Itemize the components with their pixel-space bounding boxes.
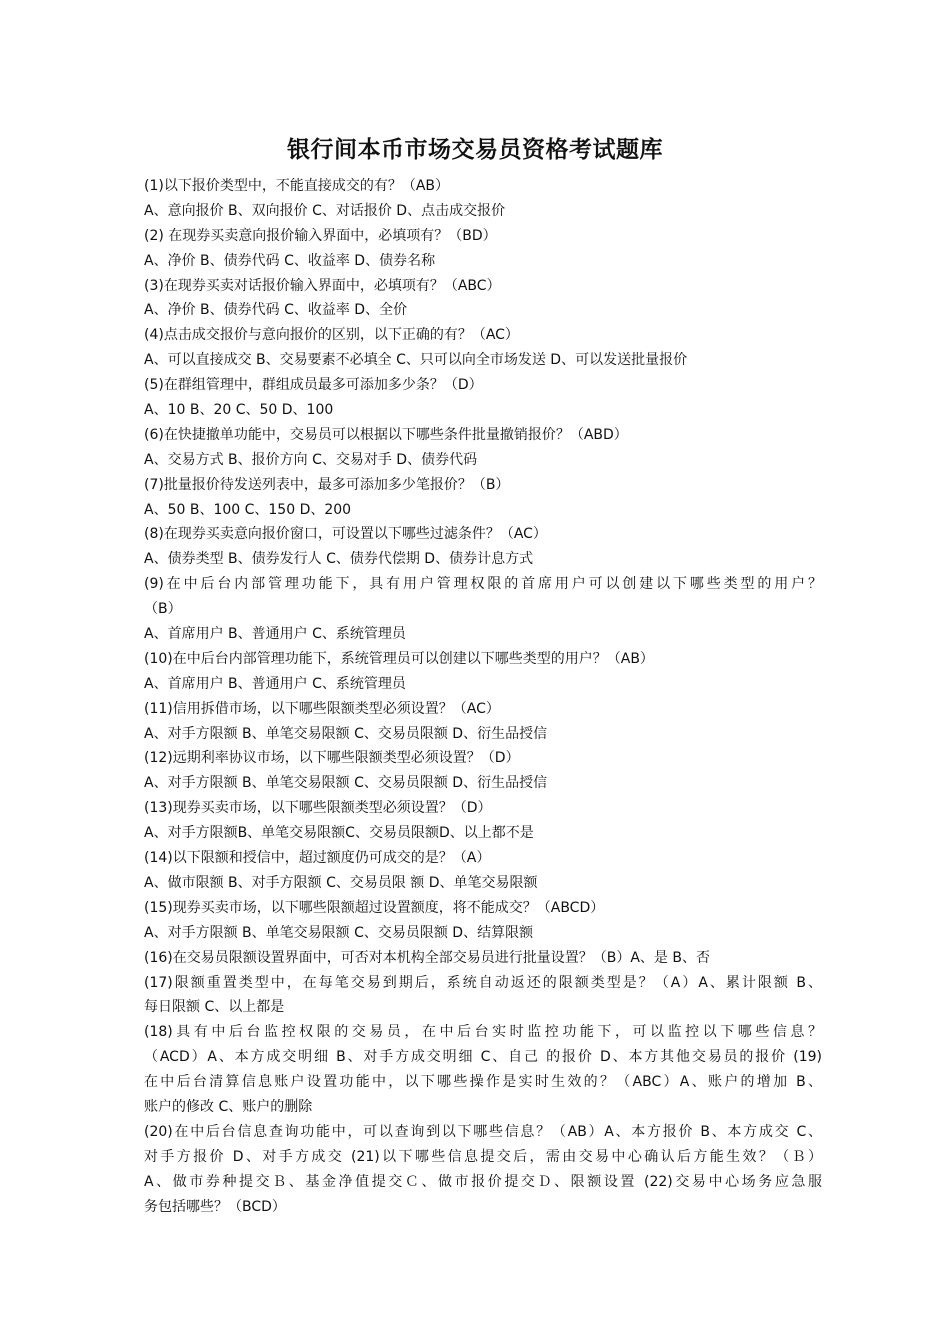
text-line: A、对手方限额 B、单笔交易限额 C、交易员限额 D、衍生品授信 [144,725,548,742]
text-line: (1)以下报价类型中，不能直接成交的有？（AB） [144,178,450,194]
text-line: A、做市券种提交Ｂ、基金净值提交Ｃ、做市报价提交Ｄ、限额设置 (22)交易中心场务应急服 [144,1173,822,1190]
text-line: (2) 在现券买卖意向报价输入界面中，必填项有？（BD） [144,227,497,244]
text-line: 在中后台清算信息账户设置功能中，以下哪些操作是实时生效的？（ABC）A、账户的增加 B、 [144,1074,822,1091]
text-line: （ACD）A、本方成交明细 B、对手方成交明细 C、自己 的报价 D、本方其他交易员的报价 (19) [144,1049,822,1066]
text-line: A、对手方限额 B、单笔交易限额 C、交易员限额 D、衍生品授信 [144,775,548,792]
text-line: 对手方报价 D、对手方成交 (21)以下哪些信息提交后，需由交易中心确认后方能生效？（Ｂ） [144,1148,822,1165]
text-line: A、10 B、20 C、50 D、100 [144,402,334,419]
text-line: (18)具有中后台监控权限的交易员，在中后台实时监控功能下，可以监控以下哪些信息？ [144,1024,822,1041]
question-list [144,174,822,1219]
text-line: (4)点击成交报价与意向报价的区别，以下正确的有？（AC） [144,327,519,344]
text-line: (11)信用拆借市场，以下哪些限额类型必须设置？（AC） [144,700,500,717]
text-line: （B） [144,601,182,618]
text-line: (10)在中后台内部管理功能下，系统管理员可以创建以下哪些类型的用户？（AB） [144,650,654,667]
text-line: (6)在快捷撤单功能中，交易员可以根据以下哪些条件批量撤销报价？（ABD） [144,426,628,443]
text-line: (12)远期利率协议市场，以下哪些限额类型必须设置？（D） [144,750,520,767]
text-line: (5)在群组管理中，群组成员最多可添加多少条？（D） [144,377,483,394]
text-line: 账户的修改 C、账户的删除 [144,1098,313,1115]
text-line: A、净价 B、债券代码 C、收益率 D、债券名称 [144,252,436,269]
text-line: A、做市限额 B、对手方限额 C、交易员限 额 D、单笔交易限额 [144,874,538,891]
text-line: A、可以直接成交 B、交易要素不必填全 C、只可以向全市场发送 D、可以发送批量报价 [144,352,688,369]
text-line: (16)在交易员限额设置界面中，可否对本机构全部交易员进行批量设置？（B）A、是 B、否 [144,949,710,966]
document-title: 银行间本币市场交易员资格考试题库 [287,137,663,163]
text-line: A、首席用户 B、普通用户 C、系统管理员 [144,626,406,643]
text-line: A、对手方限额B、单笔交易限额C、交易员限额D、以上都不是 [144,825,534,842]
text-line: (7)批量报价待发送列表中，最多可添加多少笔报价？（B） [144,476,510,493]
text-line: A、首席用户 B、普通用户 C、系统管理员 [144,675,406,692]
text-line: (15)现券买卖市场，以下哪些限额超过设置额度，将不能成交？（ABCD） [144,899,605,916]
text-line: A、对手方限额 B、单笔交易限额 C、交易员限额 D、结算限额 [144,924,534,941]
text-line: A、债券类型 B、债券发行人 C、债券代偿期 D、债券计息方式 [144,551,534,568]
text-line: (14)以下限额和授信中，超过额度仍可成交的是？（A） [144,850,491,867]
text-line: 每日限额 C、以上都是 [144,999,285,1016]
text-line: (8)在现券买卖意向报价窗口，可设置以下哪些过滤条件？（AC） [144,526,547,543]
text-line: (9)在中后台内部管理功能下，具有用户管理权限的首席用户可以创建以下哪些类型的用户？ [144,576,822,593]
text-line: (20)在中后台信息查询功能中，可以查询到以下哪些信息？（AB）A、本方报价 B、本方成交 C、 [144,1123,822,1140]
text-line: A、净价 B、债券代码 C、收益率 D、全价 [144,302,408,319]
text-line: A、意向报价 B、双向报价 C、对话报价 D、点击成交报价 [144,202,506,219]
text-line: A、50 B、100 C、150 D、200 [144,501,352,518]
text-line: (13)现券买卖市场，以下哪些限额类型必须设置？（D） [144,800,492,817]
text-line: A、交易方式 B、报价方向 C、交易对手 D、债券代码 [144,451,478,468]
text-line: (3)在现券买卖对话报价输入界面中，必填项有？（ABC） [144,277,501,294]
text-line: (17)限额重置类型中，在每笔交易到期后，系统自动返还的限额类型是？（A）A、累计限额 B、 [144,974,822,991]
text-line: 务包括哪些？（BCD） [144,1198,286,1215]
